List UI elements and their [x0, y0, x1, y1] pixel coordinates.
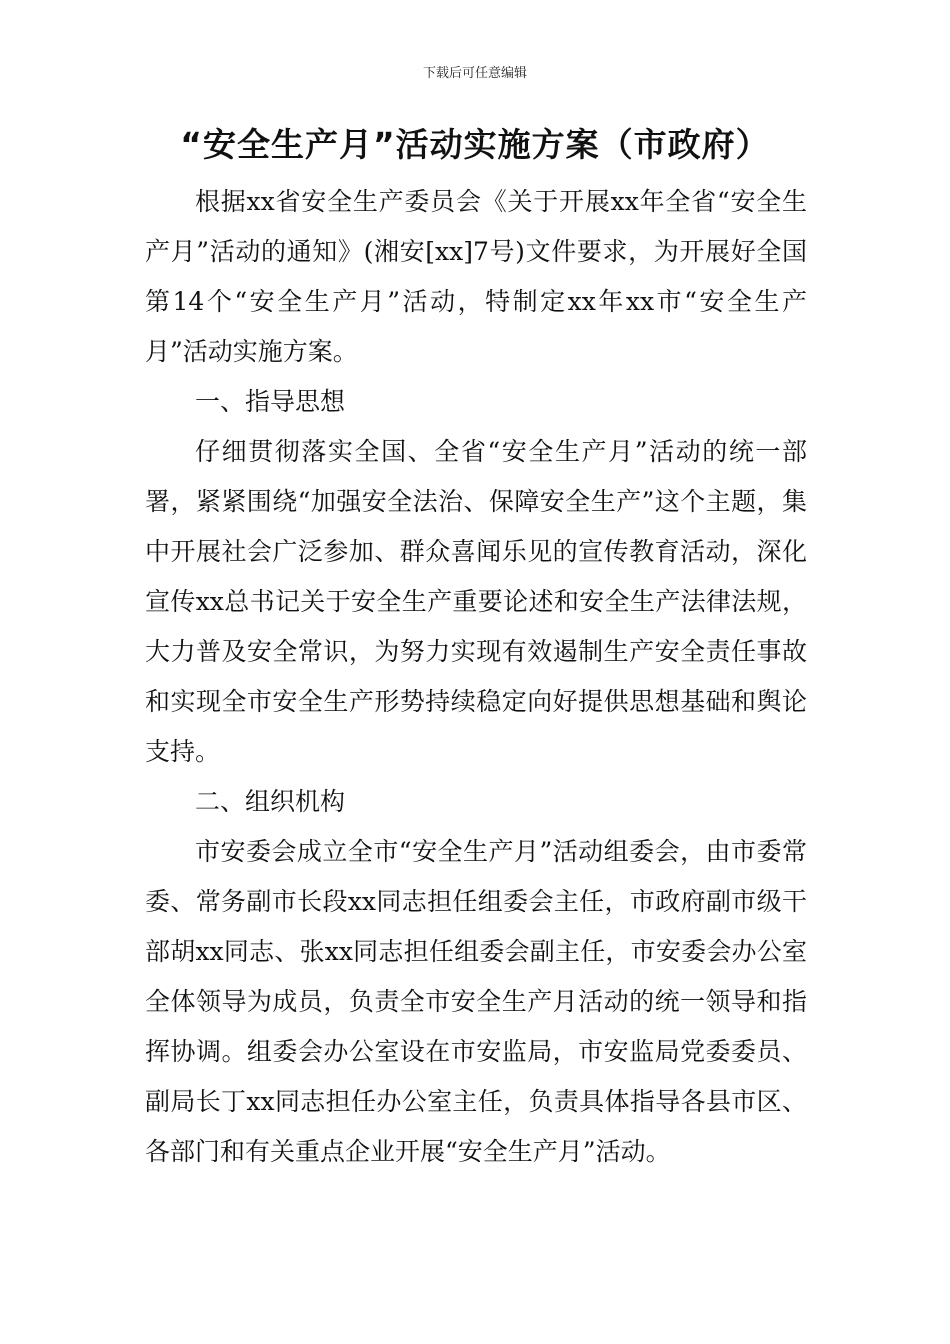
document-title: “安全生产月”活动实施方案（市政府）	[180, 125, 770, 164]
section-heading-organization: 二、组织机构	[195, 787, 346, 816]
organization-paragraph: 市安委会成立全市“安全生产月”活动组委会，由市委常委、常务副市长段xx同志担任组委会主任，市政府副市级干部胡xx同志、张xx同志担任组委会副主任，市安委会办公室全体领导为成员，负责全市安全生产月活动的统一领导和指挥协调。组委会办公室设在市安监局，市安监局党委委员、副局长丁xx同志担任办公室主任，负责具体指导各县市区、各部门和有关重点企业开展“安全生产月”活动。	[145, 837, 807, 1166]
intro-paragraph: 根据xx省安全生产委员会《关于开展xx年全省“安全生产月”活动的通知》(湘安[xx]7号)文件要求，为开展好全国第14个“安全生产月”活动，特制定xx年xx市“安全生产月”活动实施方案。	[145, 187, 807, 366]
document-body	[145, 177, 807, 1177]
guiding-ideology-paragraph: 仔细贯彻落实全国、全省“安全生产月”活动的统一部署，紧紧围绕“加强安全法治、保障安全生产”这个主题，集中开展社会广泛参加、群众喜闻乐见的宣传教育活动，深化宣传xx总书记关于安全生产重要论述和安全生产法律法规，大力普及安全常识，为努力实现有效遏制生产安全责任事故和实现全市安全生产形势持续稳定向好提供思想基础和舆论支持。	[145, 437, 807, 766]
header-note: 下载后可任意编辑	[422, 66, 527, 81]
section-heading-guiding-ideology: 一、指导思想	[195, 387, 346, 416]
